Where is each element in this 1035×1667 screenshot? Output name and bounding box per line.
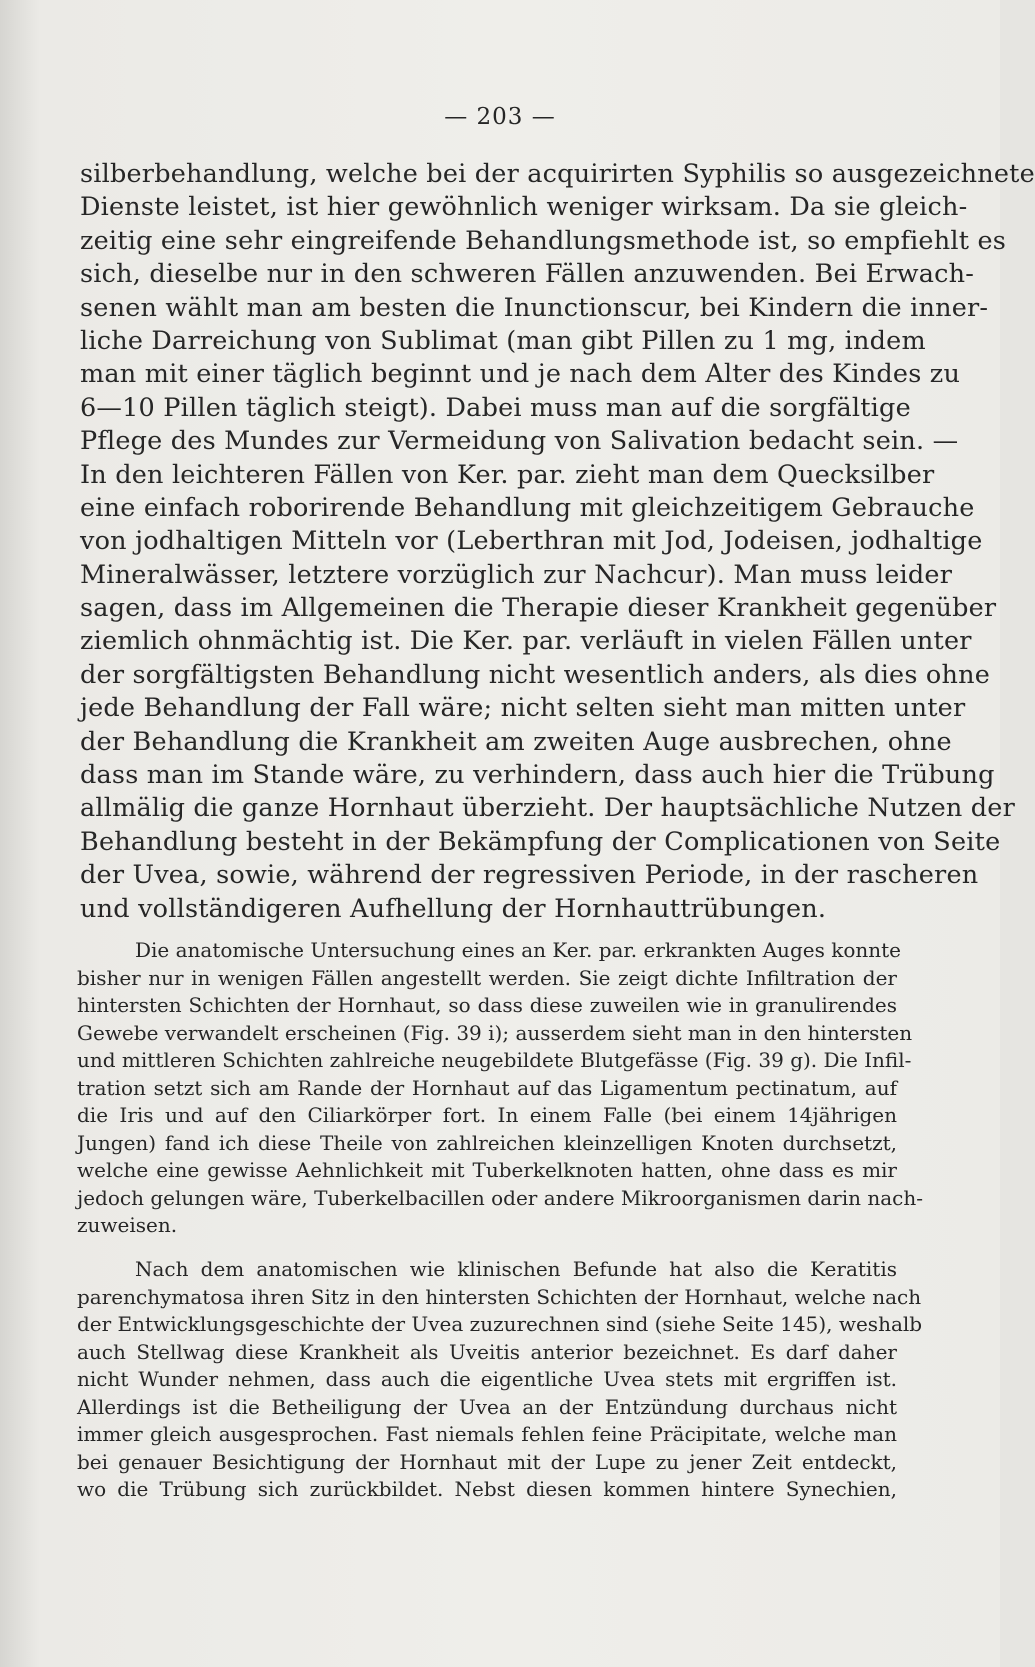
text-line: und vollständigeren Aufhellung der Hornhauttrübungen. — [80, 893, 827, 924]
text-line: parenchymatosa ihren Sitz in den hintersten Schichten der Hornhaut, welche nach — [77, 1284, 922, 1309]
text-line: der Behandlung die Krankheit am zweiten Auge ausbrechen, ohne — [80, 726, 952, 757]
text-line: dass man im Stande wäre, zu verhindern, dass auch hier die Trübung — [80, 760, 995, 791]
text-line: eine einfach roborirende Behandlung mit gleichzeitigem Gebrauche — [80, 492, 975, 523]
text-line: Nach dem anatomischen wie klinischen Befunde hat also die Keratitis — [135, 1257, 897, 1281]
text-line: der sorgfältigsten Behandlung nicht wesentlich anders, als dies ohne — [80, 659, 991, 690]
text-line: Dienste leistet, ist hier gewöhnlich weniger wirksam. Da sie gleich- — [80, 192, 968, 223]
text-line: sagen, dass im Allgemeinen die Therapie dieser Krankheit gegenüber — [80, 593, 997, 624]
text-line: Behandlung besteht in der Bekämpfung der Complicationen von Seite — [80, 826, 1001, 857]
text-line: Jungen) fand ich diese Theile von zahlreichen kleinzelligen Knoten durchsetzt, — [77, 1130, 897, 1155]
text-line: von jodhaltigen Mitteln vor (Leberthran mit Jod, Jodeisen, jodhaltige — [80, 526, 983, 557]
text-line: senen wählt man am besten die Inunctionscur, bei Kindern die inner- — [80, 292, 989, 323]
text-line: hintersten Schichten der Hornhaut, so dass diese zuweilen wie in granulirendes — [77, 993, 897, 1017]
text-line: auch Stellwag diese Krankheit als Uveitis anterior bezeichnet. Es darf daher — [77, 1339, 897, 1364]
text-line: silberbehandlung, welche bei der acquirirten Syphilis so ausgezeichnete — [80, 159, 1035, 189]
text-line: zuweisen. — [77, 1213, 178, 1237]
text-line: Mineralwässer, letztere vorzüglich zur Nachcur). Man muss leider — [80, 559, 953, 590]
text-line: zeitig eine sehr eingreifende Behandlungsmethode ist, so empfiehlt es — [80, 225, 1007, 256]
text-line: ziemlich ohnmächtig ist. Die Ker. par. verläuft in vielen Fällen unter — [80, 626, 972, 657]
main-paragraph — [80, 158, 1035, 926]
text-line: jede Behandlung der Fall wäre; nicht selten sieht man mitten unter — [80, 693, 966, 724]
anatomy-note-paragraph — [77, 937, 923, 1240]
text-line: tration setzt sich am Rande der Hornhaut auf das Ligamentum pectinatum, auf — [77, 1075, 897, 1100]
text-line: der Uvea, sowie, während der regressiven Periode, in der rascheren — [80, 860, 979, 891]
text-line: welche eine gewisse Aehnlichkeit mit Tuberkelknoten hatten, ohne dass es mir — [77, 1158, 897, 1182]
text-line: Allerdings ist die Betheiligung der Uvea an der Entzündung durchaus nicht — [77, 1394, 897, 1419]
text-line: nicht Wunder nehmen, dass auch die eigentliche Uvea stets mit ergriffen ist. — [77, 1367, 897, 1391]
text-line: In den leichteren Fällen von Ker. par. zieht man dem Quecksilber — [80, 459, 935, 490]
text-line: jedoch gelungen wäre, Tuberkelbacillen oder andere Mikroorganismen darin nach- — [77, 1185, 923, 1210]
text-line: liche Darreichung von Sublimat (man gibt Pillen zu 1 mg, indem — [80, 325, 926, 356]
text-line: bisher nur in wenigen Fällen angestellt werden. Sie zeigt dichte Infiltration der — [77, 965, 897, 990]
text-line: bei genauer Besichtigung der Hornhaut mit der Lupe zu jener Zeit entdeckt, — [77, 1449, 897, 1474]
text-line: Die anatomische Untersuchung eines an Ker. par. erkrankten Auges konnte — [135, 938, 901, 962]
text-line: die Iris und auf den Ciliarkörper fort. In einem Falle (bei einem 14jährigen — [77, 1103, 897, 1127]
text-line: 6—10 Pillen täglich steigt). Dabei muss man auf die sorgfältige — [80, 392, 911, 423]
text-line: man mit einer täglich beginnt und je nach dem Alter des Kindes zu — [80, 359, 961, 390]
text-line: und mittleren Schichten zahlreiche neugebildete Blutgefässe (Fig. 39 g). Die Infil- — [77, 1048, 912, 1072]
text-line: Gewebe verwandelt erscheinen (Fig. 39 i); ausserdem sieht man in den hintersten — [77, 1020, 913, 1045]
text-line: Pflege des Mundes zur Vermeidung von Salivation bedacht sein. — — [80, 426, 959, 457]
text-line: der Entwicklungsgeschichte der Uvea zuzurechnen sind (siehe Seite 145), weshalb — [77, 1312, 923, 1336]
page-number: — 203 — — [444, 104, 556, 130]
text-line: sich, dieselbe nur in den schweren Fällen anzuwenden. Bei Erwach- — [80, 259, 975, 290]
text-line: wo die Trübung sich zurückbildet. Nebst diesen kommen hintere Synechien, — [77, 1477, 897, 1501]
text-line: immer gleich ausgesprochen. Fast niemals fehlen feine Präcipitate, welche man — [77, 1422, 897, 1446]
text-line: allmälig die ganze Hornhaut überzieht. Der hauptsächliche Nutzen der — [80, 793, 1015, 824]
findings-paragraph — [77, 1256, 923, 1504]
